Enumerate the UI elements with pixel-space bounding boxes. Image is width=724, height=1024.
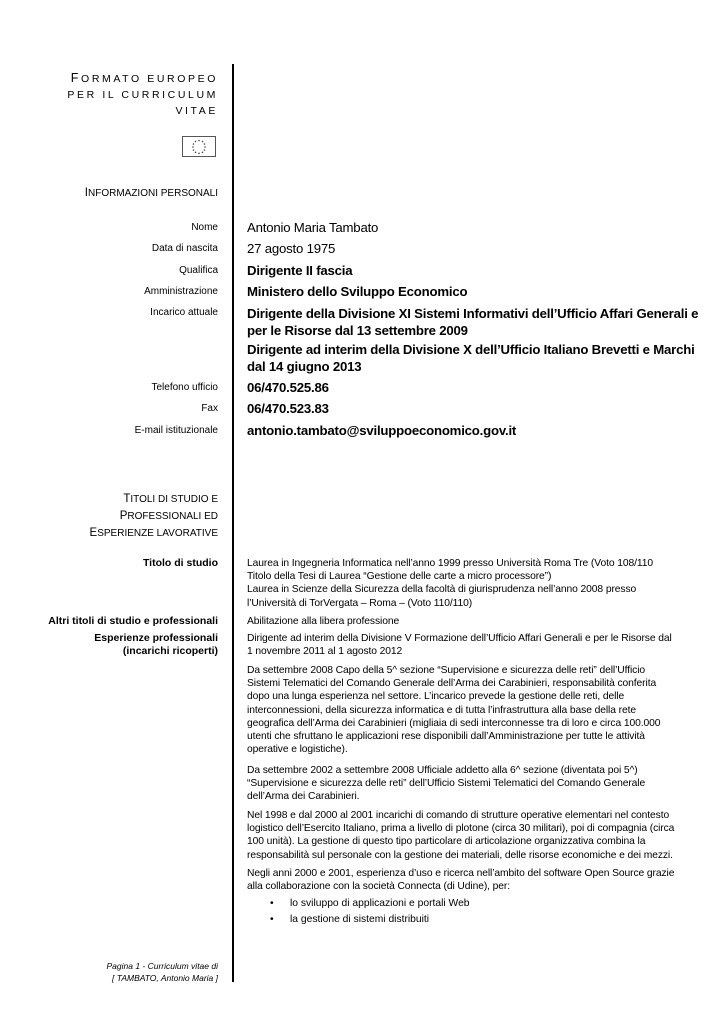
section-heading-studies: TITOLI DI STUDIO E PROFESSIONALI ED ESPERIENZE LAVORATIVE: [89, 493, 218, 539]
label-qualification: Qualifica: [179, 265, 218, 276]
title-line-2: PER IL CURRICULUM: [67, 89, 218, 101]
label-fax: Fax: [201, 403, 218, 414]
document-title: [67, 70, 218, 119]
degree-text: Laurea in Ingegneria Informatica nell’anno 1999 presso Università Roma Tre (Voto 108/110 Titolo della Tesi di Laurea “Gestione delle carte a micro processore”) Laurea in Scienze della Sicurezza della facoltà di giurisprudenza nell’anno 2008 presso l’Università di TorVergata – Roma – (Voto 110/110): [247, 558, 653, 609]
experience-block-3: Da settembre 2002 a settembre 2008 Ufficiale addetto alla 6^ sezione (diventata poi 5^) “Supervisione e sicurezza delle reti” dell’Ufficio Sistemi Telematici del Comando Generale dell’Arma dei Carabinieri.: [247, 765, 646, 803]
bullet-icon: •: [270, 914, 274, 925]
vertical-divider: [232, 64, 234, 982]
page-footer: Pagina 1 - Curriculum vitae di [ TAMBATO, Antonio Maria ]: [106, 961, 218, 983]
other-titles-text: Abilitazione alla libera professione: [247, 616, 400, 627]
value-current-role-2a: Dirigente ad interim della Divisione X dell’Ufficio Italiano Brevetti e Marchi: [247, 342, 695, 357]
value-name: Antonio Maria Tambato: [247, 220, 379, 235]
title-line-3: VITAE: [175, 105, 218, 117]
experience-block-2: Da settembre 2008 Capo della 5^ sezione “Supervisione e sicurezza delle reti” dell’Ufficio Sistemi Telematici del Comando Generale dell’Arma dei Carabinieri, responsabilità conferita dopo una lunga esperienza nel settore. L’incarico prevede la gestione delle reti, delle interconnessioni, della sicurezza informatica e di tutta l’infrastruttura alla base della rete geografica dell’Arma dei Carabinieri (migliaia di sedi interconnesse tra di loro e circa 100.000 utenti che sfruttano le applicazioni rese disponibili dall’Amministrazione per tutte le attività operative e logistiche).: [247, 665, 661, 756]
list-item: • la gestione di sistemi distribuiti: [270, 914, 430, 925]
value-email[interactable]: antonio.tambato@sviluppoeconomico.gov.it: [247, 423, 517, 438]
label-other-titles: Altri titoli di studio e professionali: [48, 615, 218, 627]
value-fax: 06/470.523.83: [247, 401, 329, 416]
title-line-1: FORMATO EUROPEO: [70, 71, 218, 85]
value-phone: 06/470.525.86: [247, 380, 329, 395]
value-current-role-1b: per le Risorse dal 13 settembre 2009: [247, 323, 468, 338]
eu-flag-icon: [182, 136, 216, 157]
label-name: Nome: [191, 222, 218, 233]
label-current-role: Incarico attuale: [150, 307, 218, 318]
experience-block-5: Negli anni 2000 e 2001, esperienza d’uso e ricerca nell’ambito del software Open Source grazie alla collaborazione con la società Connecta (di Udine), per:: [247, 868, 675, 893]
label-degree: Titolo di studio: [142, 557, 218, 569]
section-heading-personal: INFORMAZIONI PERSONALI: [84, 187, 218, 199]
list-item: • lo sviluppo di applicazioni e portali Web: [270, 898, 470, 909]
label-phone: Telefono ufficio: [151, 382, 218, 393]
value-qualification: Dirigente II fascia: [247, 263, 353, 278]
label-birth: Data di nascita: [151, 243, 218, 254]
bullet-icon: •: [270, 898, 274, 909]
value-administration: Ministero dello Sviluppo Economico: [247, 284, 468, 299]
value-birth: 27 agosto 1975: [247, 241, 336, 256]
label-administration: Amministrazione: [144, 286, 218, 297]
experience-block-4: Nel 1998 e dal 2000 al 2001 incarichi di comando di strutture operative elementari nel contesto logistico dell’Esercito Italiano, prima a livello di plotone (circa 30 militari), poi di compagnia (circa 100 unità). La gestione di questo tipo particolare di articolazione organizzativa combina la responsabilità sul personale con la gestione dei materiali, delle risorse economiche e dei mezzi.: [247, 810, 675, 861]
value-current-role-1a: Dirigente della Divisione XI Sistemi Informativi dell’Ufficio Affari Generali e: [247, 306, 699, 321]
label-email: E-mail istituzionale: [134, 425, 218, 436]
label-experience: Esperienze professionali (incarichi ricoperti): [94, 632, 218, 657]
value-current-role-2b: dal 14 giugno 2013: [247, 359, 362, 374]
experience-block-1: Dirigente ad interim della Divisione V Formazione dell’Ufficio Affari Generali e per le Risorse dal 1 novembre 2011 al 1 agosto 2012: [247, 633, 672, 658]
